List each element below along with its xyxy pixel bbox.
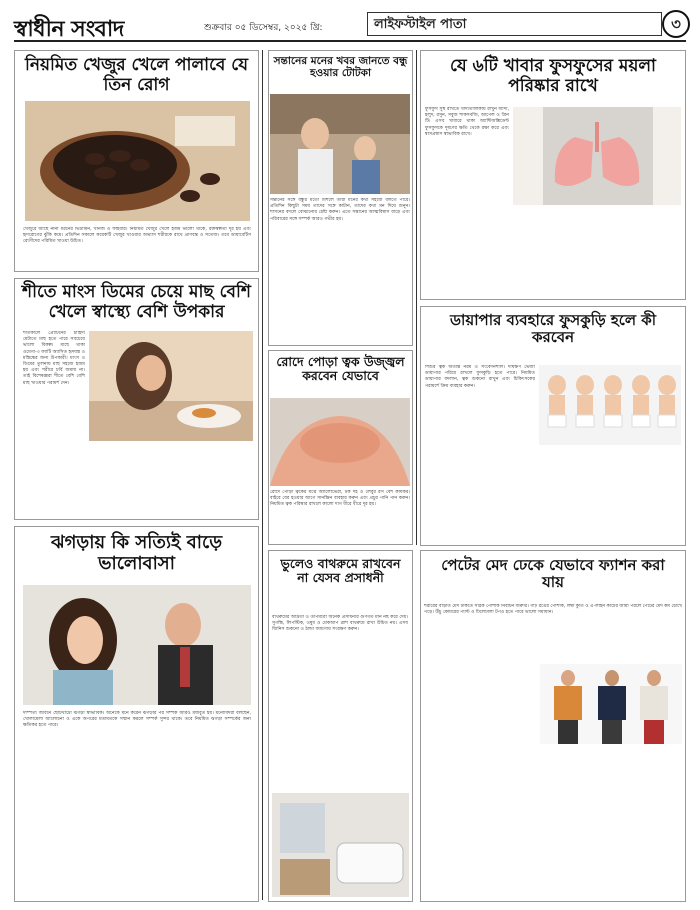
article-body: ফুসফুস সুস্থ রাখতে খাদ্যতালিকায় রাখুন আদা, হলুদ, রসুন, সবুজ শাকসবজি, আপেল ও গ্রিন টি। এসব খাবারে থাকা অ্যান্টিঅক্সিডেন্ট ফুসফুসকে দূষণের ক্ষতি থেকে রক্ষা করে এবং শ্বাসপ্রশ্বাস স্বাভাবিক রাখে।: [425, 107, 509, 137]
column-divider: [416, 50, 417, 545]
headline: ডায়াপার ব্যবহারে ফুসকুড়ি হলে কী করবেন: [449, 311, 657, 347]
headline: সন্তানের মনের খবর জানতে বন্ধু হওয়ার টোটকা: [273, 55, 408, 80]
couple-argument-image: [23, 585, 251, 705]
section-title: লাইফস্টাইল পাতা: [367, 12, 662, 36]
article-body: শিশুর ত্বক অত্যন্ত নরম ও সংবেদনশীল। দীর্ঘক্ষণ ভেজা ডায়াপার পরিয়ে রাখলে ফুসকুড়ি হতে পারে। নিয়মিত ডায়াপার বদলান, ত্বক শুকনো রাখুন এবং চিকিৎসকের পরামর্শে ক্রিম ব্যবহার করুন।: [425, 365, 535, 389]
article-body: দাম্পত্য জীবনে ছোটখাটো ঝগড়া স্বাভাবিক। অনেকে মনে করেন ঝগড়ার পর সম্পর্ক আরও মজবুত হয়। মনোবিদরা বলছেন, খোলামেলা আলোচনা ও একে অপরের মতামতকে সম্মান করলে সম্পর্ক সুন্দর থাকে। তবে নিয়মিত ঝগড়া সম্পর্কের জন্য ক্ষতিকর হতে পারে।: [23, 711, 251, 729]
headline: ভুলেও বাথরুমে রাখবেন না যেসব প্রসাধনী: [280, 556, 401, 586]
column-divider: [262, 50, 263, 900]
fashion-models-image: [540, 664, 682, 744]
article-lungs: [420, 50, 686, 300]
article-diaper: [420, 306, 686, 546]
article-body: রোদে পোড়া ত্বকের যত্নে অ্যালোভেরা, টক দই ও লেবুর রস বেশ কার্যকর। বাইরে বের হওয়ার আগে সানস্ক্রিন ব্যবহার করুন এবং প্রচুর পানি পান করুন। নিয়মিত ত্বক পরিষ্কার রাখলে কালো দাগ ধীরে ধীরে দূর হয়।: [270, 490, 410, 508]
sunburn-shoulder-image: [270, 398, 410, 486]
headline: ঝগড়ায় কি সত্যিই বাড়ে ভালোবাসা: [50, 532, 223, 574]
headline: শীতে মাংস ডিমের চেয়ে মাছ বেশি খেলে স্বাস্থ্যে বেশি উপকার: [22, 282, 251, 322]
article-body: খেজুরে আছে নানা ধরনের ভিটামিন, খনিজ ও ফাইবার। নিয়মিত খেজুর খেলে হজম ভালো থাকে, রক্তস্বল্পতা দূর হয় এবং হৃদরোগের ঝুঁকি কমে। প্রতিদিন সকালে কয়েকটি খেজুর খাওয়ার অভ্যাস শরীরকে রাখে প্রাণবন্ত ও সতেজ। তবে ডায়াবেটিস রোগীদের পরিমিত খাওয়া উচিত।: [23, 227, 251, 245]
lungs-image: [513, 107, 681, 205]
headline: রোদে পোড়া ত্বক উজ্জ্বল করবেন যেভাবে: [276, 354, 405, 384]
article-fish: [14, 278, 259, 520]
article-body: সন্তানের সঙ্গে বন্ধুর মতো মিশলে তারা মনের কথা সহজে বলতে পারে। প্রতিদিন কিছুটা সময় তাদের সঙ্গে কাটান, তাদের কথা মন দিয়ে শুনুন। শাসনের বদলে বোঝানোর চেষ্টা করুন। এতে সন্তানের আত্মবিশ্বাস বাড়ে এবং পরিবারের সঙ্গে সম্পর্ক আরও গভীর হয়।: [270, 198, 410, 222]
article-body: শীতকালে প্রোটিনের চাহিদা মেটাতে মাছ হতে পারে সবচেয়ে ভালো বিকল্প। মাছে থাকা ওমেগা-৩ ফ্যাটি অ্যাসিড হৃদযন্ত্র ও মস্তিষ্কের জন্য উপকারী। মাংস ও ডিমের তুলনায় মাছ সহজে হজম হয় এবং শরীরে চর্বি জমায় না। তাই বিশেষজ্ঞরা শীতে বেশি বেশি মাছ খাওয়ার পরামর্শ দেন।: [23, 331, 85, 386]
dates-bowl-image: [25, 101, 250, 221]
headline: নিয়মিত খেজুর খেলে পালাবে যে তিন রোগ: [25, 55, 248, 95]
article-body: শরীরের বাড়তি মেদ ঢাকতে সঠিক পোশাক নির্বাচন জরুরি। গাঢ় রঙের পোশাক, লম্বা কুর্তি ও এ-লাইন কাটের জামা পরলে পেটের মেদ কম চোখে পড়ে। উঁচু কোমরের প্যান্ট ও ঢিলেঢালা টপও হতে পারে ভালো সমাধান।: [424, 604, 682, 616]
mother-child-image: [270, 94, 410, 194]
headline: পেটের মেদ ঢেকে যেভাবে ফ্যাশন করা যায়: [441, 556, 665, 592]
newspaper-logo: স্বাধীন সংবাদ: [14, 16, 124, 42]
article-bathroom: [268, 550, 413, 902]
issue-date: শুক্রবার ০৫ ডিসেম্বর, ২০২৫ খ্রি:: [204, 23, 323, 33]
masthead: [14, 10, 686, 42]
article-dates: [14, 50, 259, 272]
article-love: [14, 526, 259, 902]
headline: যে ৬টি খাবার ফুসফুসের ময়লা পরিষ্কার রাখে: [450, 56, 656, 96]
article-body: বাথরুমের আর্দ্রতা ও তাপমাত্রা অনেক প্রসাধনীর গুণগত মান নষ্ট করে দেয়। সুগন্ধি, লিপস্টিক, ওষুধ ও মেকআপ ব্রাশ বাথরুমে রাখা উচিত নয়। এসব জিনিস শুকনো ও ঠান্ডা জায়গায় সংরক্ষণ করুন।: [272, 615, 408, 633]
page-number: ৩: [662, 10, 690, 38]
woman-eating-image: [89, 331, 253, 441]
bathroom-image: [272, 793, 409, 897]
babies-diaper-image: [539, 365, 681, 445]
